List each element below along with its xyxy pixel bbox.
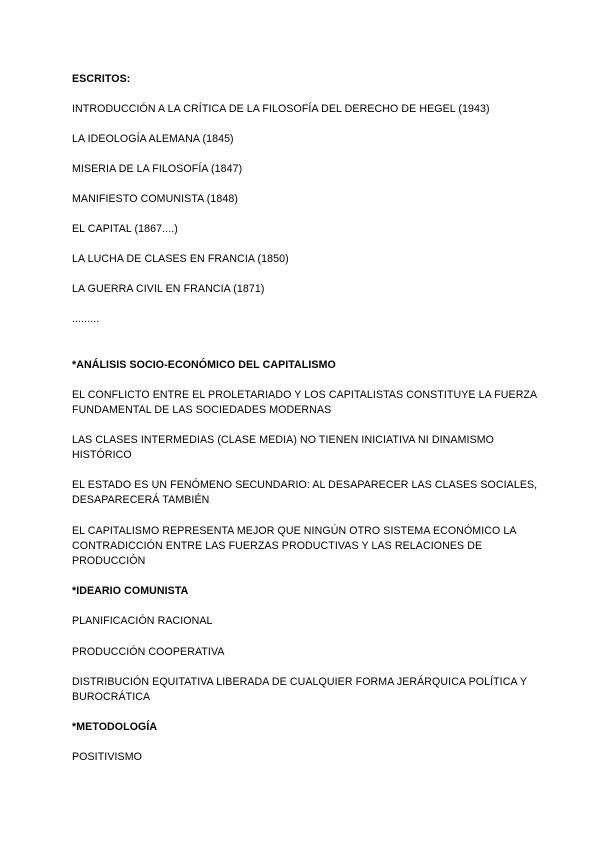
list-item: PLANIFICACIÓN RACIONAL [72, 615, 213, 627]
list-item: DISTRIBUCIÓN EQUITATIVA LIBERADA DE CUALQUIER FORMA JERÁRQUICA POLÍTICA Y BUROCRÁTICA [72, 676, 527, 703]
list-item: PRODUCCIÓN COOPERATIVA [72, 646, 225, 658]
list-item: LA LUCHA DE CLASES EN FRANCIA (1850) [72, 253, 289, 265]
list-item: EL CAPITAL (1867....) [72, 223, 178, 235]
list-item: POSITIVISMO [72, 751, 142, 763]
list-item: EL CONFLICTO ENTRE EL PROLETARIADO Y LOS CAPITALISTAS CONSTITUYE LA FUERZA FUNDAMENTAL DE LAS SOCIEDADES MODERNAS [72, 389, 537, 416]
section-heading-ideario: *IDEARIO COMUNISTA [72, 585, 189, 597]
section-heading-escritos: ESCRITOS: [72, 73, 131, 85]
list-item: EL ESTADO ES UN FENÓMENO SECUNDARIO: AL DESAPARECER LAS CLASES SOCIALES, DESAPARECERÁ TAMBIÉN [72, 479, 538, 506]
list-item: INTRODUCCIÓN A LA CRÍTICA DE LA FILOSOFÍA DEL DERECHO DE HEGEL (1943) [72, 103, 490, 115]
section-heading-metodologia: *METODOLOGÍA [72, 721, 158, 733]
list-item: MISERIA DE LA FILOSOFÍA (1847) [72, 163, 243, 175]
section-heading-analisis: *ANÁLISIS SOCIO-ECONÓMICO DEL CAPITALISMO [72, 359, 336, 371]
list-item: LAS CLASES INTERMEDIAS (CLASE MEDIA) NO TIENEN INICIATIVA NI DINAMISMO HISTÓRICO [72, 434, 494, 461]
list-item: MANIFIESTO COMUNISTA (1848) [72, 193, 238, 205]
list-item: LA IDEOLOGÍA ALEMANA (1845) [72, 133, 234, 145]
list-item: EL CAPITALISMO REPRESENTA MEJOR QUE NINGÚN OTRO SISTEMA ECONÓMICO LA CONTRADICCIÓN ENTRE LAS FUERZAS PRODUCTIVAS Y LAS RELACIONES DE PRODUCCIÓN [72, 525, 516, 567]
list-item: ......... [72, 313, 100, 325]
list-item: LA GUERRA CIVIL EN FRANCIA (1871) [72, 283, 265, 295]
